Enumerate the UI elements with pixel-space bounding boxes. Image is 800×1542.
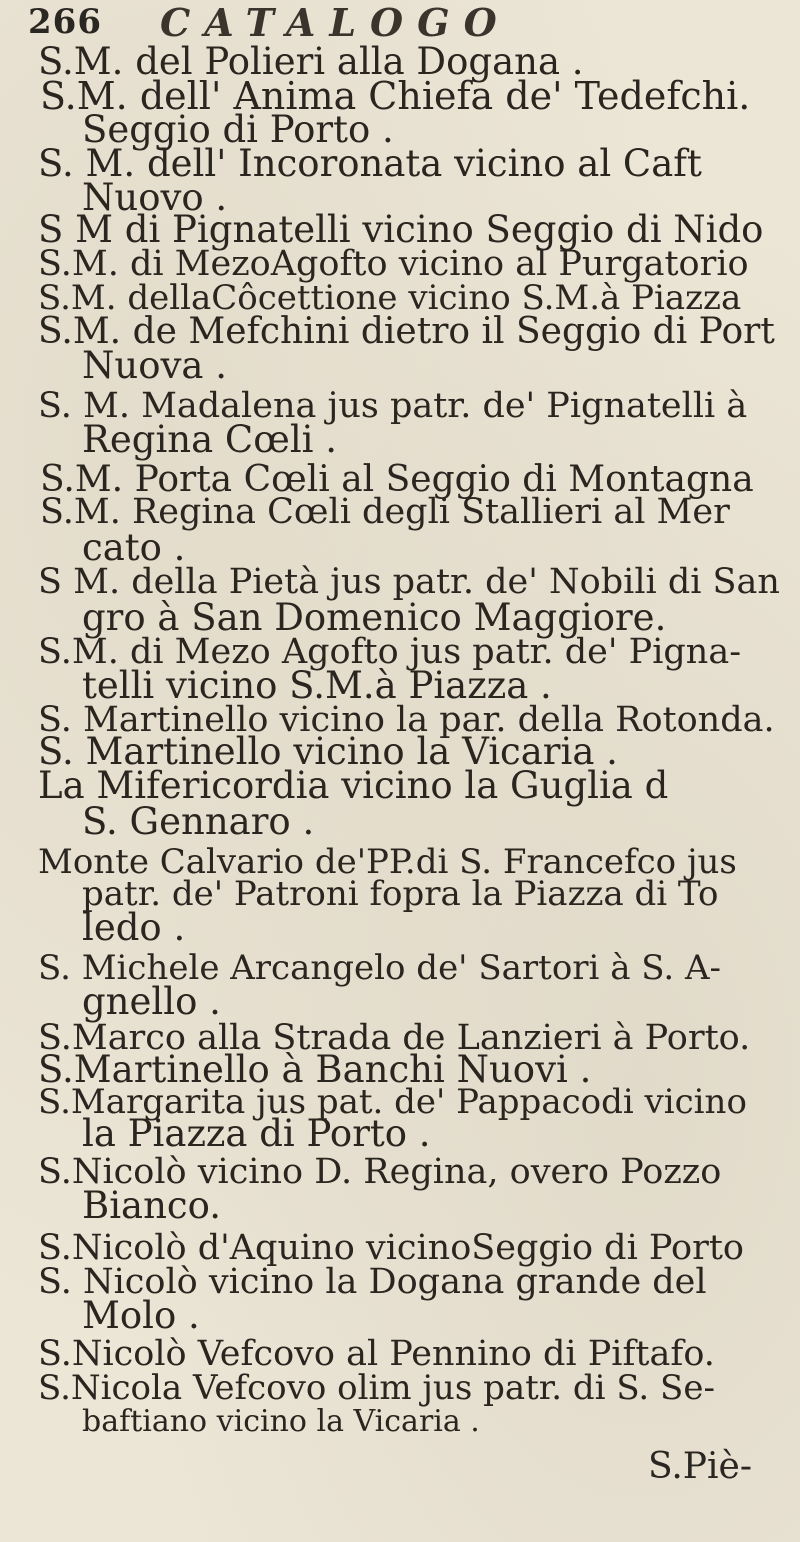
- entry-line: S. Gennaro .: [82, 800, 315, 843]
- entry-line: S.Marco alla Strada de Lanzieri à Porto.: [38, 1018, 751, 1058]
- entry-line: gnello .: [82, 980, 221, 1023]
- entry-line: Regina Cœli .: [82, 418, 338, 461]
- entry-line: Nuovo .: [82, 176, 228, 219]
- entry-line: S.M. di MezoAgofto vicino al Purgatorio: [38, 244, 749, 284]
- entry-line: cato .: [82, 526, 186, 569]
- entry-line: S.M. de Mefchini dietro il Seggio di Port: [38, 311, 775, 352]
- entry-line: S.Nicolò Vefcovo al Pennino di Piftafo.: [38, 1334, 715, 1374]
- entry-line: S. Martinello vicino la Vicaria .: [38, 730, 618, 773]
- entry-line: S.Nicolò vicino D. Regina, overo Pozzo: [38, 1152, 722, 1192]
- catchword: S.Piè-: [647, 1446, 752, 1487]
- entry-line: S.M. dellaCôcettione vicino S.M.à Piazza: [38, 278, 742, 318]
- entry-line: baftiano vicino la Vicaria .: [82, 1404, 480, 1439]
- entry-line: la Piazza di Porto .: [82, 1112, 431, 1155]
- entry-line: Molo .: [82, 1294, 200, 1337]
- entry-line: S.M. del Polieri alla Dogana .: [38, 40, 584, 83]
- entry-line: Seggio di Porto .: [82, 108, 394, 151]
- entry-line: S.Nicolò d'Aquino vicinoSeggio di Porto: [38, 1228, 744, 1268]
- entry-line: Monte Calvario de'PP.di S. Francefco jus: [38, 842, 737, 882]
- entry-line: patr. de' Patroni fopra la Piazza di To: [82, 874, 719, 914]
- entry-line: S M di Pignatelli vicino Seggio di Nido: [38, 208, 764, 251]
- entry-line: telli vicino S.M.à Piazza .: [82, 664, 552, 707]
- entry-line: gro à San Domenico Maggiore.: [82, 596, 667, 639]
- entry-line: S.M. Regina Cœli degli Stallieri al Mer: [40, 492, 730, 532]
- entry-line: Bianco.: [82, 1184, 222, 1227]
- entry-line: S M. della Pietà jus patr. de' Nobili di San: [38, 562, 780, 602]
- running-title: CATALOGO: [160, 0, 511, 45]
- entry-line: S.Nicola Vefcovo olim jus patr. di S. Se-: [38, 1368, 715, 1408]
- entry-line: S.M. di Mezo Agofto jus patr. de' Pigna-: [38, 632, 742, 672]
- entry-line: ledo .: [82, 906, 186, 949]
- page-header: [28, 0, 788, 45]
- entry-line: S. Martinello vicino la par. della Rotonda.: [38, 700, 775, 740]
- entry-line: Nuova .: [82, 344, 227, 387]
- entry-line: S.Martinello à Banchi Nuovi .: [38, 1048, 592, 1091]
- entry-line: S. M. dell' Incoronata vicino al Caft: [38, 142, 702, 185]
- entry-line: S. M. Madalena jus patr. de' Pignatelli à: [38, 386, 748, 426]
- entry-line: S.M. dell' Anima Chiefa de' Tedefchi.: [40, 74, 751, 118]
- page-number: 266: [28, 2, 102, 42]
- entry-line: S.M. Porta Cœli al Seggio di Montagna: [40, 459, 754, 500]
- entry-line: S. Nicolò vicino la Dogana grande del: [38, 1262, 707, 1302]
- entry-line: S.Margarita jus pat. de' Pappacodi vicino: [38, 1082, 747, 1122]
- entry-line: La Mifericordia vicino la Guglia d: [38, 764, 669, 807]
- entry-line: S. Michele Arcangelo de' Sartori à S. A-: [38, 948, 722, 988]
